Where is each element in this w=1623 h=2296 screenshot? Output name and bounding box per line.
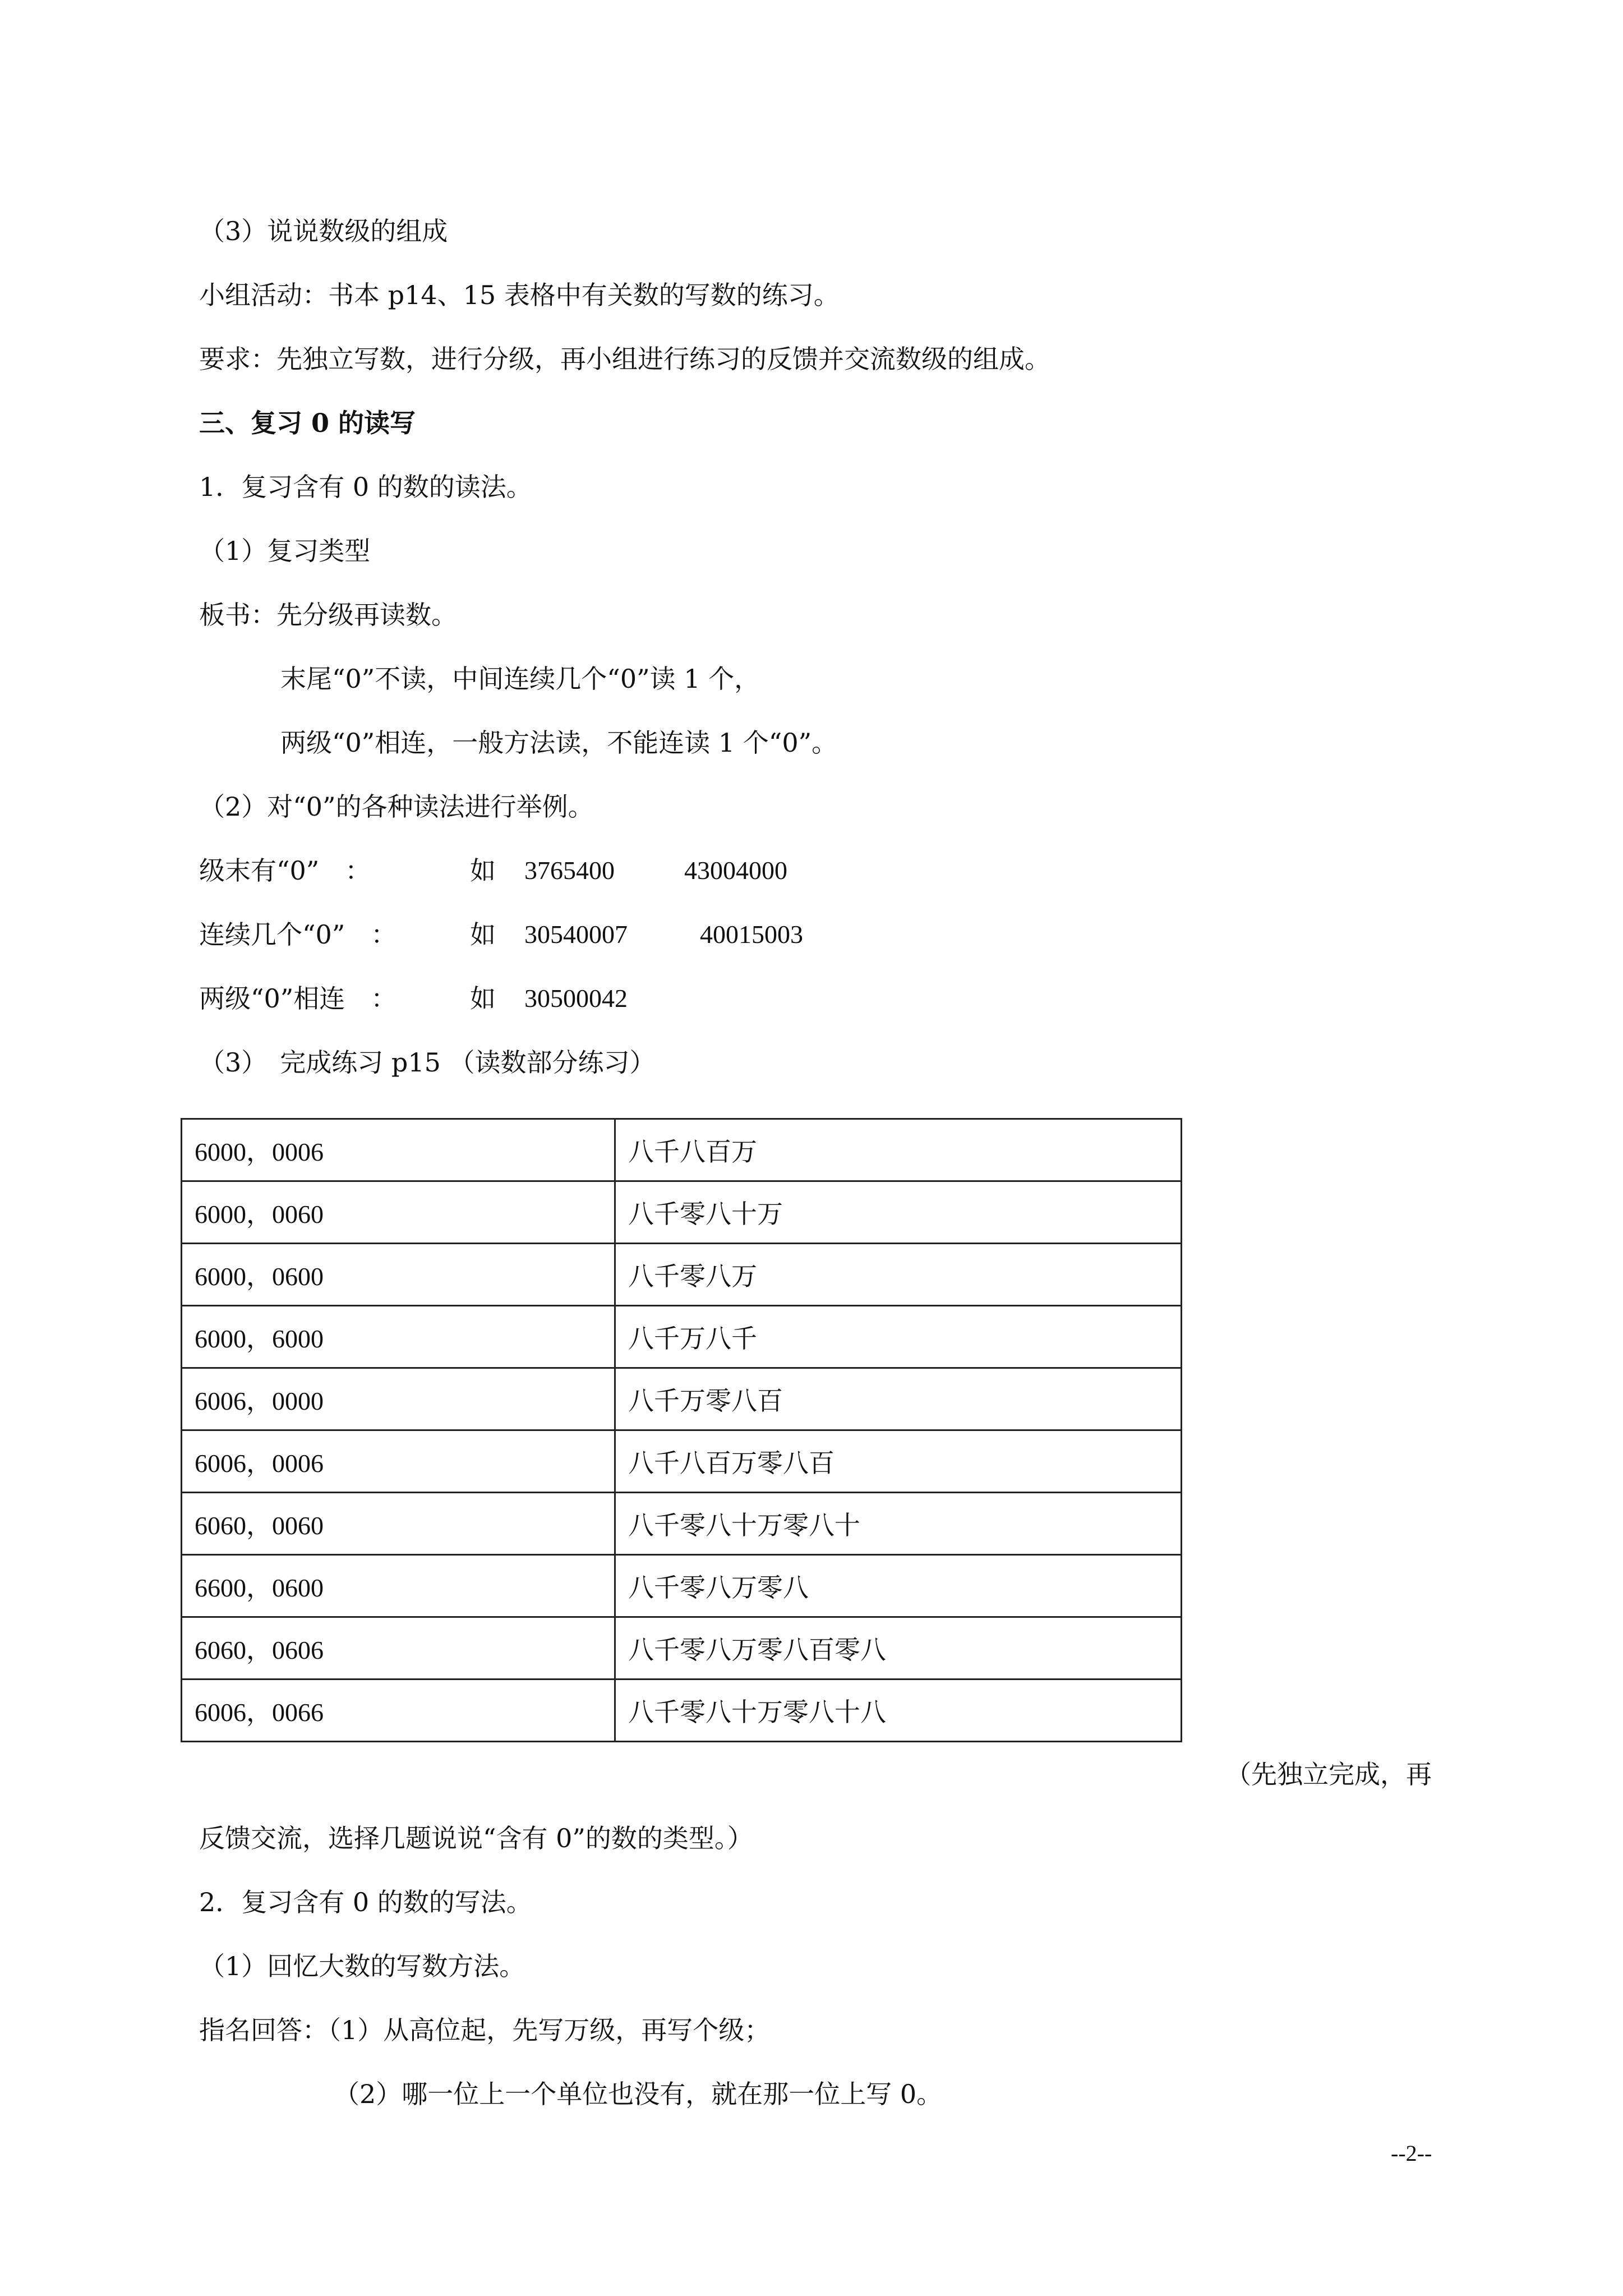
- table-row: [182, 1680, 1182, 1742]
- table-cell-number: 6006，0006: [182, 1430, 615, 1493]
- after-table-note-start: （先独立完成，再: [1225, 1759, 1432, 1789]
- review-reading-zero: 1．复习含有 0 的数的读法。: [199, 472, 532, 502]
- table-row: [182, 1306, 1182, 1368]
- table-cell-number: 6000，0060: [182, 1181, 615, 1244]
- examples-intro: （2）对“0”的各种读法进行举例。: [199, 792, 594, 822]
- group-activity: 小组活动：书本 p14、15 表格中有关数的写数的练习。: [199, 280, 840, 310]
- requirement: 要求：先独立写数，进行分级，再小组进行练习的反馈并交流数级的组成。: [199, 344, 1050, 374]
- table-cell-number: 6000，0600: [182, 1244, 615, 1306]
- example-label: 级末有“0” ：: [199, 855, 371, 886]
- table-cell-number: 6006，0066: [182, 1680, 615, 1742]
- answer-step-2: （2）哪一位上一个单位也没有，就在那一位上写 0。: [334, 2079, 943, 2109]
- table-cell-number: 6060，0606: [182, 1617, 615, 1680]
- table-row: [182, 1244, 1182, 1306]
- table-cell-words: 八千八百万零八百: [615, 1430, 1182, 1493]
- review-types: （1）复习类型: [199, 536, 371, 566]
- table-cell-number: 6006，0000: [182, 1368, 615, 1430]
- table-row: [182, 1493, 1182, 1555]
- table-cell-number: 6000，0006: [182, 1119, 615, 1181]
- table-cell-words: 八千零八万: [615, 1244, 1182, 1306]
- recall-writing-method: （1）回忆大数的写数方法。: [199, 1951, 525, 1981]
- rule-two-levels-zero: 两级“0”相连，一般方法读，不能连读 1 个“0”。: [280, 728, 838, 758]
- example-number: 3765400: [524, 856, 615, 885]
- example-ru: 如: [470, 855, 496, 886]
- page-number: --2--: [1391, 2141, 1432, 2166]
- table-row: [182, 1368, 1182, 1430]
- example-label: 两级“0”相连 ：: [199, 983, 397, 1014]
- table-cell-words: 八千零八十万零八十八: [615, 1680, 1182, 1742]
- example-ru: 如: [470, 983, 496, 1014]
- table-row: [182, 1617, 1182, 1680]
- table-row: [182, 1181, 1182, 1244]
- item-3-describe-levels: （3）说说数级的组成: [199, 216, 448, 246]
- rule-trailing-zero: 末尾“0”不读，中间连续几个“0”读 1 个，: [280, 664, 760, 694]
- table-cell-number: 6060，0060: [182, 1493, 615, 1555]
- table-row: [182, 1430, 1182, 1493]
- reading-practice-table: [181, 1118, 1182, 1742]
- board-writing: 板书：先分级再读数。: [199, 600, 457, 630]
- table-cell-number: 6600，0600: [182, 1555, 615, 1617]
- table-cell-words: 八千零八万零八百零八: [615, 1617, 1182, 1680]
- example-label: 连续几个“0” ：: [199, 919, 397, 950]
- exercise-p15: （3） 完成练习 p15 （读数部分练习）: [199, 1047, 656, 1078]
- table-cell-words: 八千万八千: [615, 1306, 1182, 1368]
- review-writing-zero: 2．复习含有 0 的数的写法。: [199, 1887, 532, 1917]
- example-ru: 如: [470, 919, 496, 950]
- table-cell-words: 八千零八万零八: [615, 1555, 1182, 1617]
- example-number: 43004000: [684, 856, 787, 885]
- table-cell-words: 八千八百万: [615, 1119, 1182, 1181]
- table-cell-words: 八千零八十万: [615, 1181, 1182, 1244]
- example-number: 30540007: [524, 920, 628, 949]
- table-row: [182, 1555, 1182, 1617]
- table-cell-words: 八千万零八百: [615, 1368, 1182, 1430]
- answer-step-1: 指名回答：（1）从高位起，先写万级，再写个级；: [199, 2015, 771, 2045]
- after-table-note-end: 反馈交流，选择几题说说“含有 0”的数的类型。）: [199, 1823, 753, 1853]
- example-number: 40015003: [700, 920, 803, 949]
- table-cell-words: 八千零八十万零八十: [615, 1493, 1182, 1555]
- example-number: 30500042: [524, 984, 628, 1013]
- table-row: [182, 1119, 1182, 1181]
- section-heading-3: 三、复习 0 的读写: [199, 408, 416, 438]
- table-cell-number: 6000，6000: [182, 1306, 615, 1368]
